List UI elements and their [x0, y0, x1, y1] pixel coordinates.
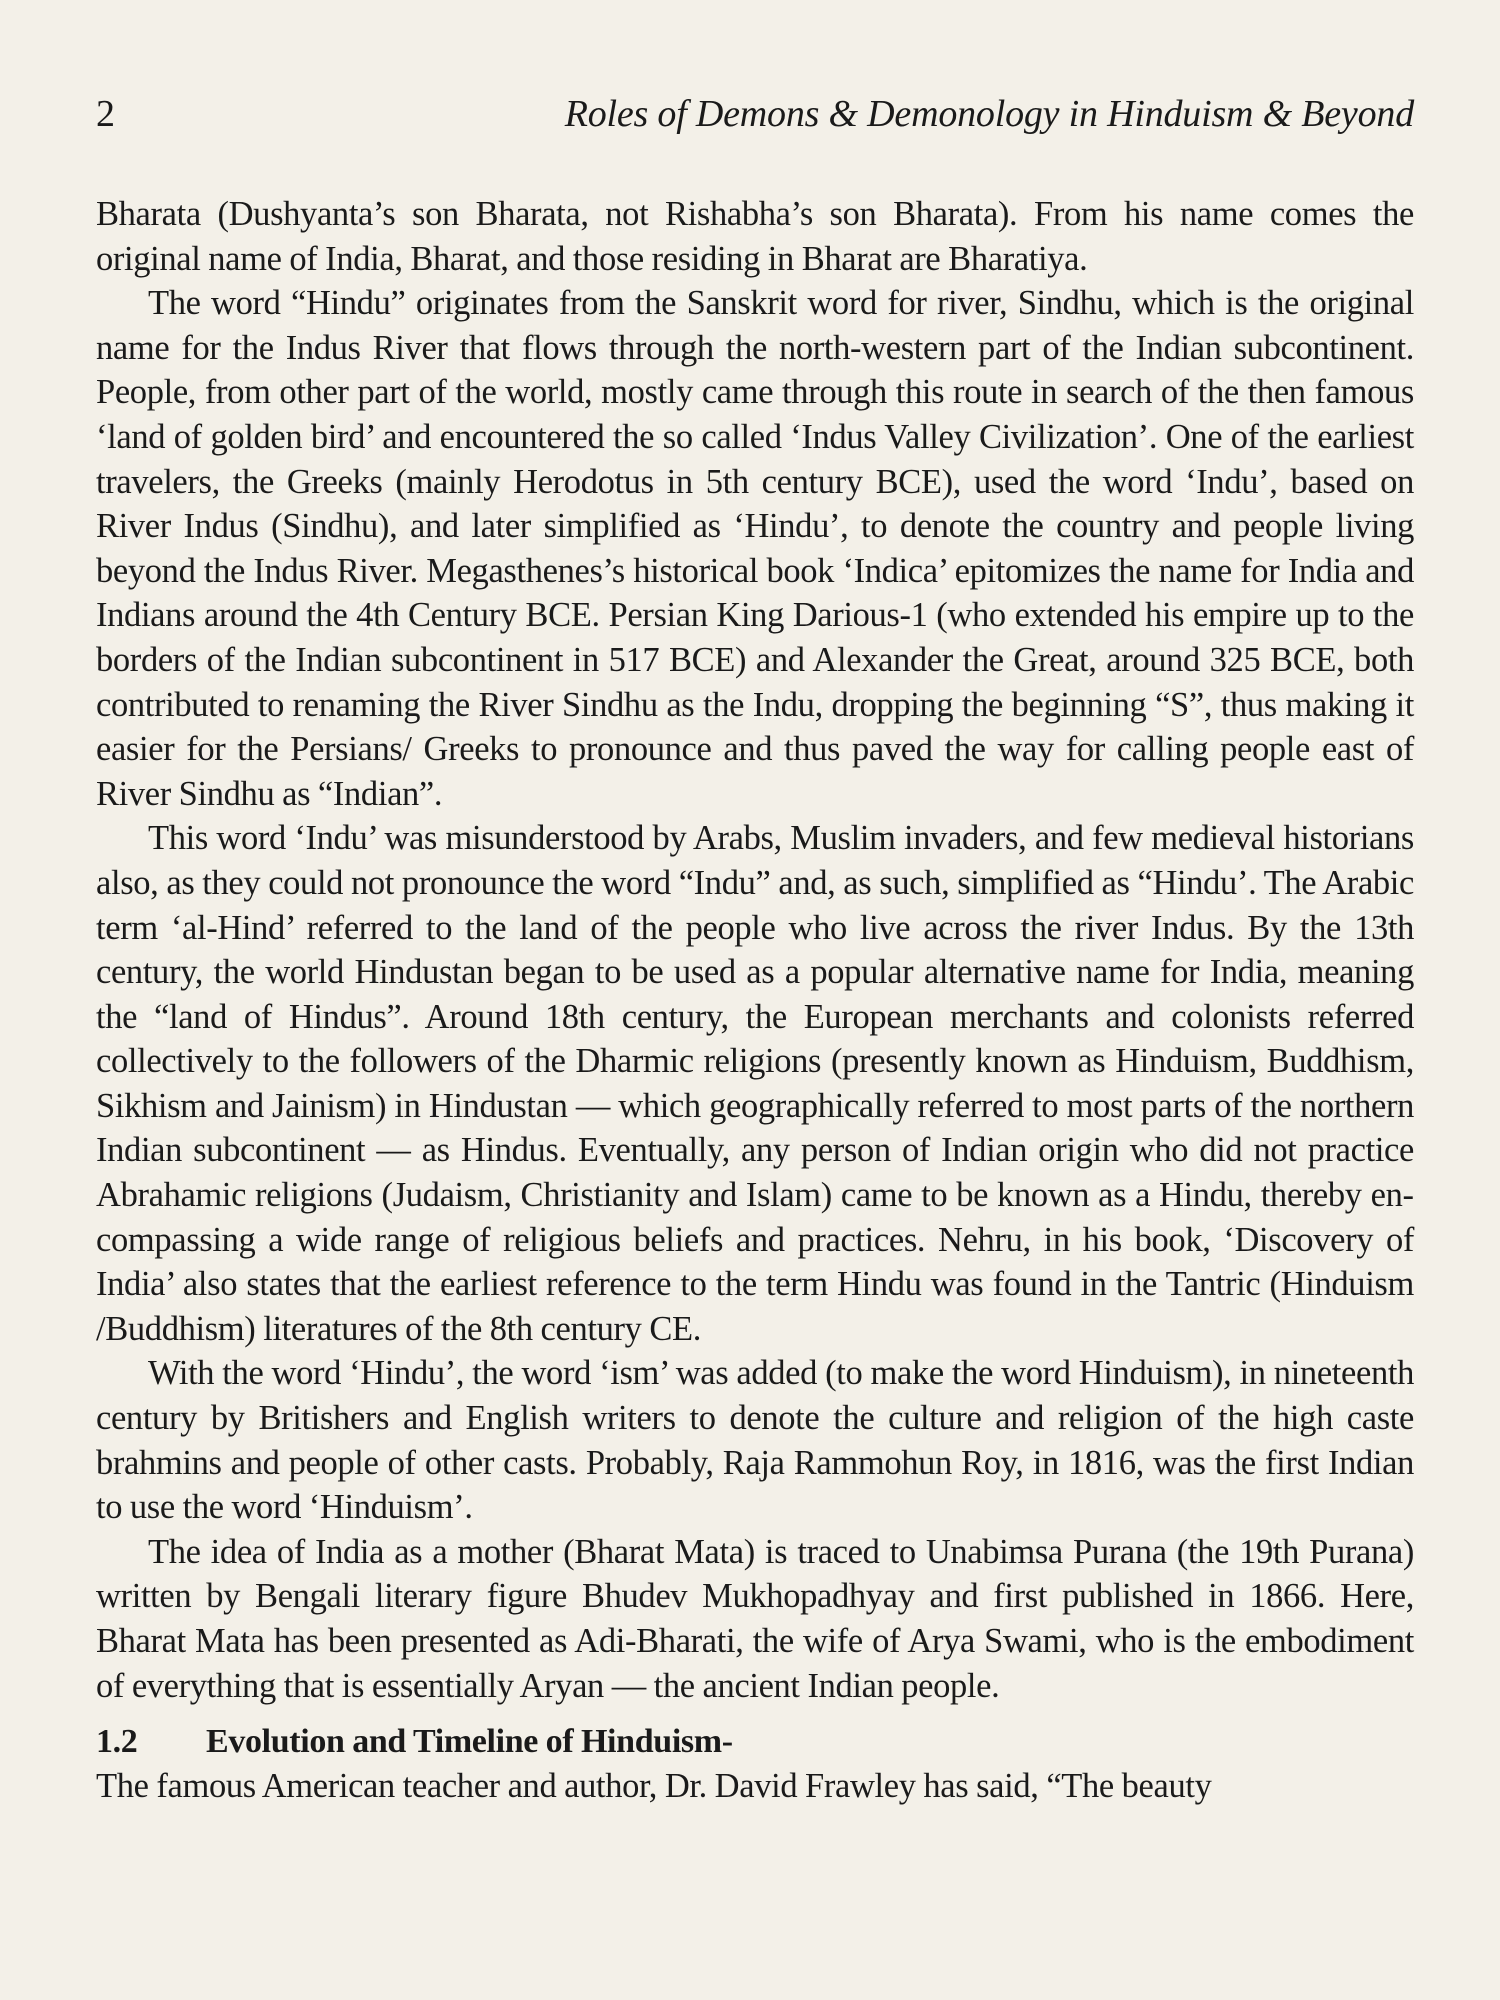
page-number: 2 — [96, 93, 115, 135]
paragraph-hinduism-term: With the word ‘Hindu’, the word ‘ism’ was added (to make the word Hinduism), in nineteenth century by Britishers and English writers to denote the culture and religion of the high caste brahmins and people of other casts. Probably, Raja Rammohun Roy, in 1816, was the first Indian to use the word ‘Hinduism’. — [96, 1354, 1414, 1527]
section-title: Evolution and Timeline of Hinduism- — [206, 1723, 733, 1761]
paragraph-bharat-mata: The idea of India as a mother (Bharat Mata) is traced to Unabimsa Purana (the 19th Purana) written by Bengali literary figure Bhudev Mukhopadhyay and first published in 1866. Here, Bharat Mata has been presented as Adi-Bharati, the wife of Arya Swami, who is the embodiment of everything that is essentially Aryan — the ancient Indian people. — [96, 1532, 1414, 1705]
running-header — [96, 88, 1414, 140]
section-number: 1.2 — [96, 1723, 138, 1761]
running-title: Roles of Demons & Demonology in Hinduism & Beyond — [564, 93, 1414, 135]
paragraph-frawley: The famous American teacher and author, Dr. David Frawley has said, “The beauty — [96, 1767, 1212, 1806]
paragraph-hindu-origin: The word “Hindu” originates from the Sanskrit word for river, Sindhu, which is the original name for the Indus River that flows through the north-western part of the Indian subcontinent. People, from other part of the world, mostly came through this route in search of the then famous ‘land of golden bird’ and encountered the so called ‘Indus Valley Civilization’. One of the earliest travelers, the Greeks (mainly Herodotus in 5th century BCE), used the word ‘Indu’, based on River Indus (Sindhu), and later simplified as ‘Hindu’, to denote the country and people living beyond the Indus River. Megasthenes’s historical book ‘Indica’ epitomizes the name for India and Indians around the 4th Century BCE. Persian King Darious-1 (who extended his empire up to the borders of the Indian subcontinent in 517 BCE) and Alexander the Great, around 325 BCE, both contributed to renaming the River Sindhu as the Indu, dropping the beginning “S”, thus making it easier for the Persians/ Greeks to pronounce and thus paved the way for calling people east of River Sindhu as “Indian”. — [96, 284, 1414, 813]
paragraph-indu-misunderstood: This word ‘Indu’ was misunderstood by Arabs, Muslim invaders, and few medieval historians also, as they could not pronounce the word “Indu” and, as such, simplified as “Hindu’. The Arabic term ‘al-Hind’ referred to the land of the people who live across the river Indus. By the 13th century, the world Hindustan began to be used as a popular alternative name for India, meaning the “land of Hindus”. Around 18th century, the European merchants and colonists referred collectively to the followers of the Dharmic religions (presently known as Hinduism, Buddhism, Sikhism and Jainism) in Hindustan — which geographically referred to most parts of the northern Indian subcontinent — as Hindus. Eventually, any person of Indian origin who did not practice Abrahamic religions (Judaism, Christianity and Islam) came to be known as a Hindu, thereby encompassing a wide range of religious beliefs and practices. Nehru, in his book, ‘Discovery of India’ also states that the earliest reference to the term Hindu was found in the Tantric (Hinduism /Buddhism) literatures of the 8th century CE. — [96, 819, 1414, 1348]
paragraph-continuation: Bharata (Dushyanta’s son Bharata, not Rishabha’s son Bharata). From his name comes the original name of India, Bharat, and those residing in Bharat are Bharatiya. — [96, 195, 1414, 278]
body-text — [96, 192, 1414, 1809]
section-heading — [96, 1720, 1414, 1764]
